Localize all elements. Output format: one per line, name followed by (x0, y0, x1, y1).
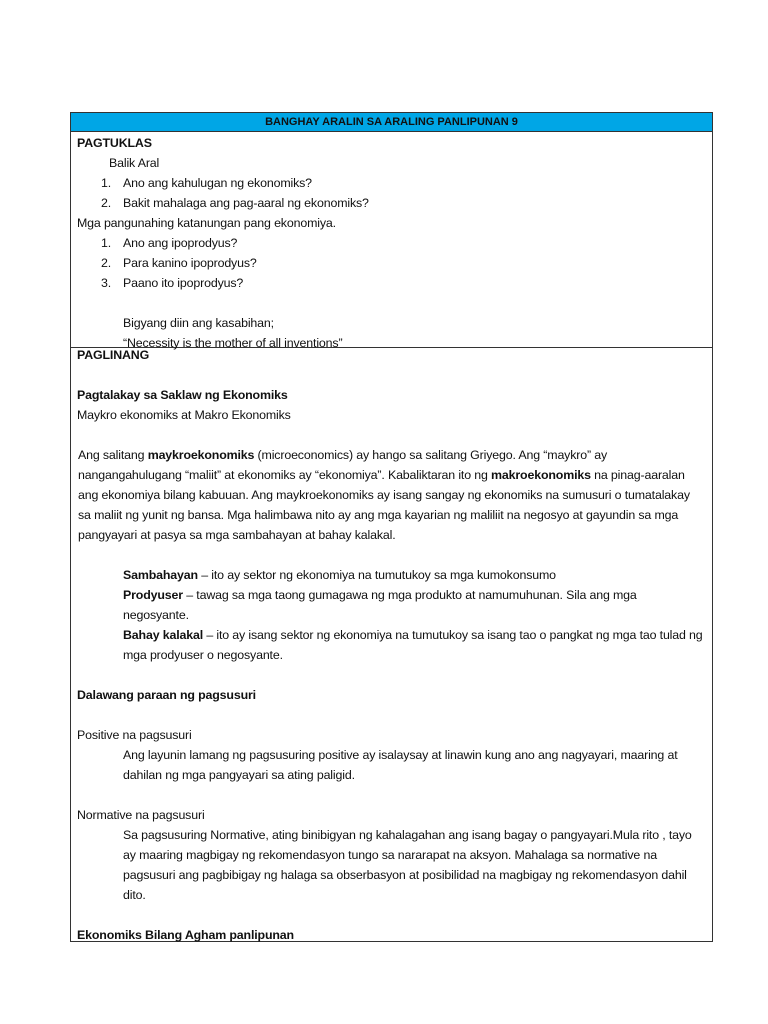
intro-paragraph: Ang salitang maykroekonomiks (microeconomics) ay hango sa salitang Griyego. Ang “maykro” ay nangangahulugang “maliit” at ekonomiks ay “ekonomiya”. Kabaliktaran ito ng makroekonomiks na pinag-aaralan ang ekonomiya bilang kabuuan. Ang maykroekonomiks ay isang sangay ng ekonomiks na sumusuri o tumatalakay sa maliit ng yunit ng bansa. Mga halimbawa nito ay ang mga kayarian ng maliliit na negosyo at gayundin sa mga pangyayari at pasya sa mga sambahayan at bahay kalakal. (78, 448, 690, 542)
positive-text: Ang layunin lamang ng pagsusuring positive ay isalaysay at linawin kung ano ang nagyayari, maaring at dahilan ng mga pangyayari sa ating paligid. (123, 748, 678, 782)
analysis-heading: Dalawang paraan ng pagsusuri (77, 688, 256, 702)
last-heading: Ekonomiks Bilang Agham panlipunan (77, 928, 294, 942)
definition-item: Prodyuser – tawag sa mga taong gumagawa ng mga produkto at namumuhunan. Sila ang mga negosyante. (123, 588, 637, 622)
balik-aral-label: Balik Aral (109, 156, 160, 170)
review-question: 1. Ano ang kahulugan ng ekonomiks? (101, 176, 312, 190)
definition-item: Bahay kalakal – ito ay isang sektor ng ekonomiya na tumutukoy sa isang tao o pangkat ng mga tao tulad ng mga prodyuser o negosyante. (123, 628, 703, 662)
pagtuklas-heading: PAGTUKLAS (77, 136, 152, 150)
lesson-plan-table (70, 112, 713, 942)
definition-item: Sambahayan – ito ay sektor ng ekonomiya na tumutukoy sa mga kumokonsumo (123, 568, 556, 582)
quote-intro: Bigyang diin ang kasabihan; (123, 316, 274, 330)
normative-text: Sa pagsusuring Normative, ating binibigyan ng kahalagahan ang isang bagay o pangyayari.Mula rito , tayo ay maaring magbigay ng rekomendasyon tungo sa nararapat na aksyon. Mahalaga sa normative na pagsusuri ang pagbibigay ng halaga sa obserbasyon at posibilidad na magbigay ng rekomendasyon dahil dito. (123, 828, 692, 902)
paglinang-section (71, 348, 712, 941)
table-title: BANGHAY ARALIN SA ARALING PANLIPUNAN 9 (71, 113, 712, 132)
main-question: 2. Para kanino ipoprodyus? (101, 256, 257, 270)
review-question: 2. Bakit mahalaga ang pag-aaral ng ekonomiks? (101, 196, 369, 210)
paglinang-subtitle: Maykro ekonomiks at Makro Ekonomiks (77, 408, 291, 422)
quote-text: “Necessity is the mother of all inventions” (123, 336, 343, 350)
pagtuklas-section (71, 132, 712, 348)
paglinang-heading: PAGLINANG (77, 348, 150, 362)
normative-title: Normative na pagsusuri (77, 808, 205, 822)
main-question: 1. Ano ang ipoprodyus? (101, 236, 238, 250)
positive-title: Positive na pagsusuri (77, 728, 192, 742)
paglinang-subheading: Pagtalakay sa Saklaw ng Ekonomiks (77, 388, 288, 402)
main-questions-intro: Mga pangunahing katanungan pang ekonomiya. (77, 216, 336, 230)
main-question: 3. Paano ito ipoprodyus? (101, 276, 244, 290)
